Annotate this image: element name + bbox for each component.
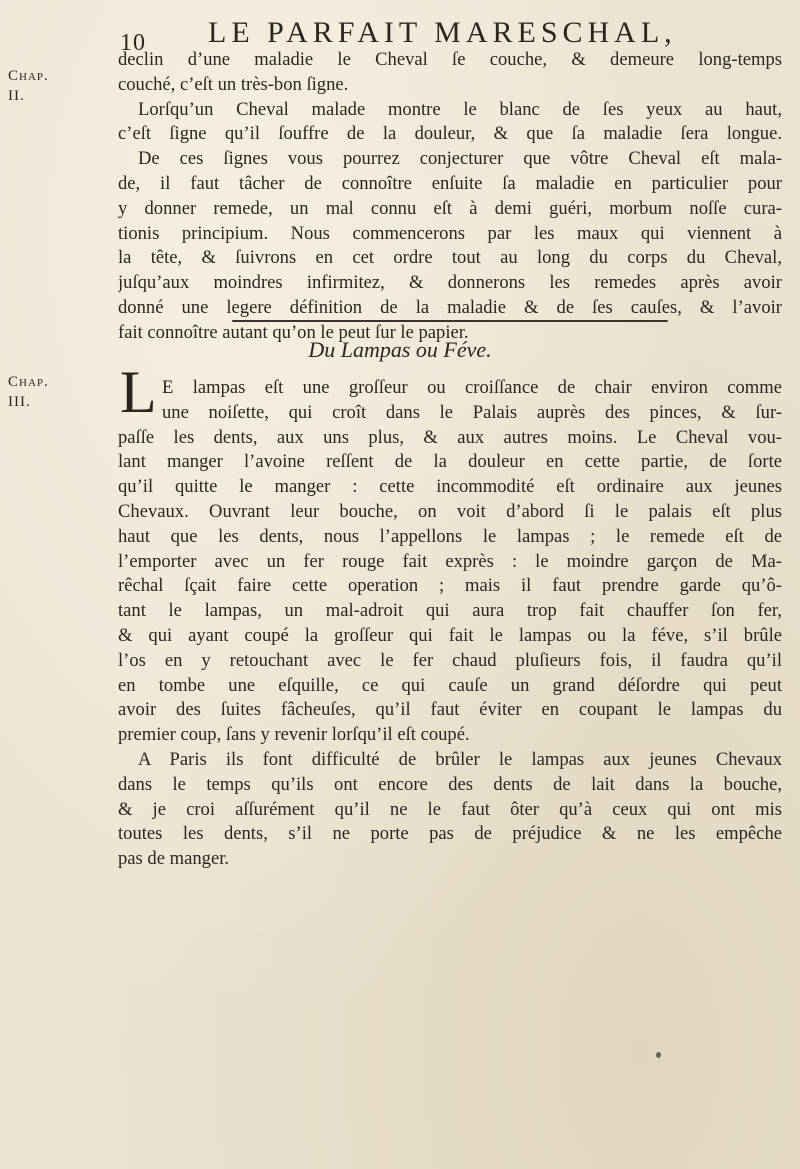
margin-note-chapter-iii xyxy=(8,372,49,412)
text-line: l’emporter avec un fer rouge fait exprès : le moindre garçon de Ma- xyxy=(118,550,782,572)
text-line: l’os en y retouchant avec le fer chaud pluſieurs fois, il faudra qu’il xyxy=(118,649,782,671)
text-line: de, il faut tâcher de connoître enſuite ſa maladie en particulier pour xyxy=(118,172,782,194)
text-line: la tête, & ſuivrons en cet ordre tout au long du corps du Cheval, xyxy=(118,247,782,269)
text-line: en tombe une eſquille, ce qui cauſe un grand déſordre qui peut xyxy=(118,674,782,696)
text-line: A Paris ils font difficulté de brûler le lampas aux jeunes Chevaux xyxy=(138,749,782,770)
text-line: tant le lampas, un mal-adroit qui aura trop fait chauffer ſon fer, xyxy=(118,600,782,622)
text-line: & qui ayant coupé la groſſeur qui fait le lampas ou la féve, s’il brûle xyxy=(118,624,782,646)
text-line: dans le temps qu’ils ont encore des dents de lait dans la bouche, xyxy=(118,773,782,795)
text-line: donné une legere définition de la maladie & de ſes cauſes, & l’avoir xyxy=(118,296,782,318)
text-line: avoir des ſuites fâcheuſes, qu’il faut éviter en coupant le lampas du xyxy=(118,699,782,721)
running-head: LE PARFAIT MARESCHAL, xyxy=(208,16,677,49)
section-divider-rule xyxy=(232,320,668,322)
text-line: toutes les dents, s’il ne porte pas de préjudice & ne les empêche xyxy=(118,823,782,845)
text-line: pas de manger. xyxy=(118,848,230,870)
margin-note-number: II. xyxy=(8,88,25,104)
text-line: & je croi aſſurément qu’il ne le faut ôter qu’à ceux qui ont mis xyxy=(118,798,782,820)
margin-note-label: Chap. xyxy=(8,374,49,390)
text-line: E lampas eſt une groſſeur ou croiſſance de chair environ comme xyxy=(162,377,782,398)
text-line: haut que les dents, nous l’appellons le lampas ; le remede eſt de xyxy=(118,525,782,547)
text-line: couché, c’eſt un très-bon ſigne. xyxy=(118,73,349,95)
paragraph-signs-of-illness xyxy=(118,48,782,346)
text-line: declin d’une maladie le Cheval ſe couche, & demeure long-temps xyxy=(118,49,782,70)
text-line: De ces ſignes vous pourrez conjecturer que vôtre Cheval eſt mala- xyxy=(138,148,782,170)
text-line: lant manger l’avoine reſſent de la douleur en cette partie, de ſorte xyxy=(118,451,782,473)
text-line: rêchal ſçait faire cette operation ; mais il faut prendre garde qu’ô- xyxy=(118,575,782,597)
text-line: Lorſqu’un Cheval malade montre le blanc de ſes yeux au haut, xyxy=(138,98,782,120)
text-line: paſſe les dents, aux uns plus, & aux autres moins. Le Cheval vou- xyxy=(118,426,782,448)
text-line: y donner remede, un mal connu eſt à demi guéri, morbum noſſe cura- xyxy=(118,197,782,219)
text-line: Chevaux. Ouvrant leur bouche, on voit d’abord ſi le palais eſt plus xyxy=(118,500,782,522)
text-line: une noiſette, qui croît dans le Palais auprès des pinces, & ſur- xyxy=(162,401,782,423)
text-line: c’eſt ſigne qu’il ſouffre de la douleur, & que ſa maladie ſera longue. xyxy=(118,123,782,145)
margin-note-label: Chap. xyxy=(8,68,49,84)
ink-speck xyxy=(656,1052,661,1058)
text-line: juſqu’aux moindres infirmitez, & donnerons les remedes après avoir xyxy=(118,272,782,294)
margin-note-chapter-ii xyxy=(8,66,49,106)
text-line: premier coup, ſans y revenir lorſqu’il eſt coupé. xyxy=(118,724,470,746)
section-title: Du Lampas ou Féve. xyxy=(308,337,492,362)
page-number: 10 xyxy=(120,30,146,56)
text-line: qu’il quitte le manger : cette incommodité eſt ordinaire aux jeunes xyxy=(118,476,782,498)
paragraph-paris-practice xyxy=(118,748,782,872)
text-line: fait connoître autant qu’on le peut ſur le papier. xyxy=(118,321,469,343)
paragraph-lampas-definition xyxy=(118,376,782,748)
text-line: tionis principium. Nous commencerons par les maux qui viennent à xyxy=(118,222,782,244)
margin-note-number: III. xyxy=(8,394,31,410)
drop-cap: L xyxy=(120,359,157,425)
